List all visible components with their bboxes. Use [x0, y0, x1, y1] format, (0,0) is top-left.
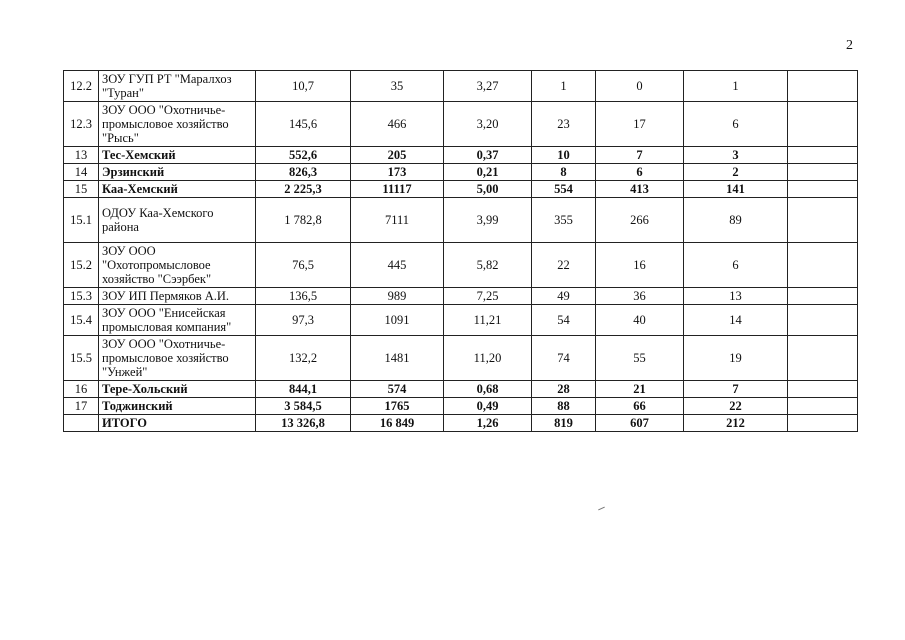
- table-cell: 11,21: [444, 305, 532, 336]
- row-number: 16: [64, 381, 99, 398]
- table-cell: 76,5: [256, 243, 351, 288]
- table-cell: 3 584,5: [256, 398, 351, 415]
- row-number: 12.3: [64, 102, 99, 147]
- table-cell: 22: [684, 398, 788, 415]
- table-row: [64, 181, 858, 198]
- table-row: [64, 243, 858, 288]
- row-name: ИТОГО: [99, 415, 256, 432]
- table-cell: 205: [351, 147, 444, 164]
- table-cell: 989: [351, 288, 444, 305]
- table-cell: 54: [532, 305, 596, 336]
- row-number: 15.3: [64, 288, 99, 305]
- table-cell: 14: [684, 305, 788, 336]
- table-cell: [788, 288, 858, 305]
- table-row: [64, 198, 858, 243]
- table-cell: 16 849: [351, 415, 444, 432]
- table-cell: 66: [596, 398, 684, 415]
- table-cell: 19: [684, 336, 788, 381]
- table-cell: 136,5: [256, 288, 351, 305]
- table-cell: 445: [351, 243, 444, 288]
- row-number: [64, 415, 99, 432]
- table-cell: [788, 147, 858, 164]
- table-cell: 819: [532, 415, 596, 432]
- table-row: [64, 164, 858, 181]
- row-name: ЗОУ ИП Пермяков А.И.: [99, 288, 256, 305]
- table-cell: 7111: [351, 198, 444, 243]
- table-cell: [788, 336, 858, 381]
- table-cell: 1091: [351, 305, 444, 336]
- table-cell: 1: [532, 71, 596, 102]
- table-cell: 141: [684, 181, 788, 198]
- row-name: Тере-Хольский: [99, 381, 256, 398]
- row-number: 12.2: [64, 71, 99, 102]
- table-row: [64, 415, 858, 432]
- table-cell: 6: [684, 102, 788, 147]
- table-cell: 16: [596, 243, 684, 288]
- table-cell: 132,2: [256, 336, 351, 381]
- table-cell: 10,7: [256, 71, 351, 102]
- table-cell: 74: [532, 336, 596, 381]
- row-name: ЗОУ ООО "Енисейская промысловая компания": [99, 305, 256, 336]
- table-cell: 22: [532, 243, 596, 288]
- table-cell: [788, 71, 858, 102]
- table-cell: 554: [532, 181, 596, 198]
- table-cell: 466: [351, 102, 444, 147]
- row-name: Тес-Хемский: [99, 147, 256, 164]
- table-cell: 36: [596, 288, 684, 305]
- table-cell: 607: [596, 415, 684, 432]
- row-name: ЗОУ ООО "Охотничье-промысловое хозяйство "Унжей": [99, 336, 256, 381]
- table-cell: 413: [596, 181, 684, 198]
- table-cell: 11,20: [444, 336, 532, 381]
- table-cell: [788, 398, 858, 415]
- table-cell: 0,21: [444, 164, 532, 181]
- table-cell: 355: [532, 198, 596, 243]
- table-cell: [788, 181, 858, 198]
- table-cell: 266: [596, 198, 684, 243]
- table-cell: [788, 164, 858, 181]
- table-cell: 212: [684, 415, 788, 432]
- row-number: 15: [64, 181, 99, 198]
- table-row: [64, 147, 858, 164]
- row-name: Эрзинский: [99, 164, 256, 181]
- table-cell: 826,3: [256, 164, 351, 181]
- table-cell: 23: [532, 102, 596, 147]
- table-row: [64, 398, 858, 415]
- table-cell: 552,6: [256, 147, 351, 164]
- table-cell: 8: [532, 164, 596, 181]
- table-cell: 844,1: [256, 381, 351, 398]
- table-cell: 0,37: [444, 147, 532, 164]
- table-cell: 7: [684, 381, 788, 398]
- table-cell: 89: [684, 198, 788, 243]
- table-cell: 2: [684, 164, 788, 181]
- table-cell: 0,68: [444, 381, 532, 398]
- table-cell: [788, 243, 858, 288]
- table-cell: 3,20: [444, 102, 532, 147]
- table-cell: 3,99: [444, 198, 532, 243]
- table-cell: 145,6: [256, 102, 351, 147]
- row-name: ЗОУ ООО "Охотничье-промысловое хозяйство "Рысь": [99, 102, 256, 147]
- table-body: [64, 71, 858, 432]
- table-cell: 574: [351, 381, 444, 398]
- stray-mark: [598, 507, 605, 511]
- table-cell: 1: [684, 71, 788, 102]
- row-number: 13: [64, 147, 99, 164]
- table-cell: 1 782,8: [256, 198, 351, 243]
- table-cell: 11117: [351, 181, 444, 198]
- table-cell: 97,3: [256, 305, 351, 336]
- row-name: Тоджинский: [99, 398, 256, 415]
- table-cell: 1765: [351, 398, 444, 415]
- row-number: 15.5: [64, 336, 99, 381]
- row-number: 15.1: [64, 198, 99, 243]
- table-cell: 2 225,3: [256, 181, 351, 198]
- table-cell: 1481: [351, 336, 444, 381]
- table-cell: 5,00: [444, 181, 532, 198]
- table-cell: 13 326,8: [256, 415, 351, 432]
- table-cell: 55: [596, 336, 684, 381]
- table-cell: 88: [532, 398, 596, 415]
- table-row: [64, 288, 858, 305]
- row-number: 15.4: [64, 305, 99, 336]
- data-table: [63, 70, 858, 432]
- table-cell: [788, 415, 858, 432]
- table-cell: [788, 198, 858, 243]
- row-number: 17: [64, 398, 99, 415]
- table-cell: 28: [532, 381, 596, 398]
- table-row: [64, 381, 858, 398]
- page-number: 2: [846, 38, 853, 53]
- table-cell: 13: [684, 288, 788, 305]
- row-number: 15.2: [64, 243, 99, 288]
- table-cell: [788, 381, 858, 398]
- table-cell: 40: [596, 305, 684, 336]
- table-cell: 173: [351, 164, 444, 181]
- table-cell: 0,49: [444, 398, 532, 415]
- table-cell: 6: [684, 243, 788, 288]
- table-row: [64, 71, 858, 102]
- table-cell: 21: [596, 381, 684, 398]
- table-row: [64, 336, 858, 381]
- table-cell: 10: [532, 147, 596, 164]
- table-cell: 7,25: [444, 288, 532, 305]
- table-cell: [788, 305, 858, 336]
- table-cell: 1,26: [444, 415, 532, 432]
- table-cell: 3,27: [444, 71, 532, 102]
- table-cell: 3: [684, 147, 788, 164]
- row-name: ОДОУ Каа-Хемского района: [99, 198, 256, 243]
- table-cell: 6: [596, 164, 684, 181]
- row-name: ЗОУ ООО "Охотопромысловое хозяйство "Сээрбек": [99, 243, 256, 288]
- table-cell: [788, 102, 858, 147]
- table-cell: 17: [596, 102, 684, 147]
- table-cell: 49: [532, 288, 596, 305]
- table-cell: 5,82: [444, 243, 532, 288]
- row-name: Каа-Хемский: [99, 181, 256, 198]
- table-cell: 0: [596, 71, 684, 102]
- table-cell: 7: [596, 147, 684, 164]
- row-number: 14: [64, 164, 99, 181]
- table-row: [64, 305, 858, 336]
- table-row: [64, 102, 858, 147]
- table-cell: 35: [351, 71, 444, 102]
- row-name: ЗОУ ГУП РТ "Маралхоз "Туран": [99, 71, 256, 102]
